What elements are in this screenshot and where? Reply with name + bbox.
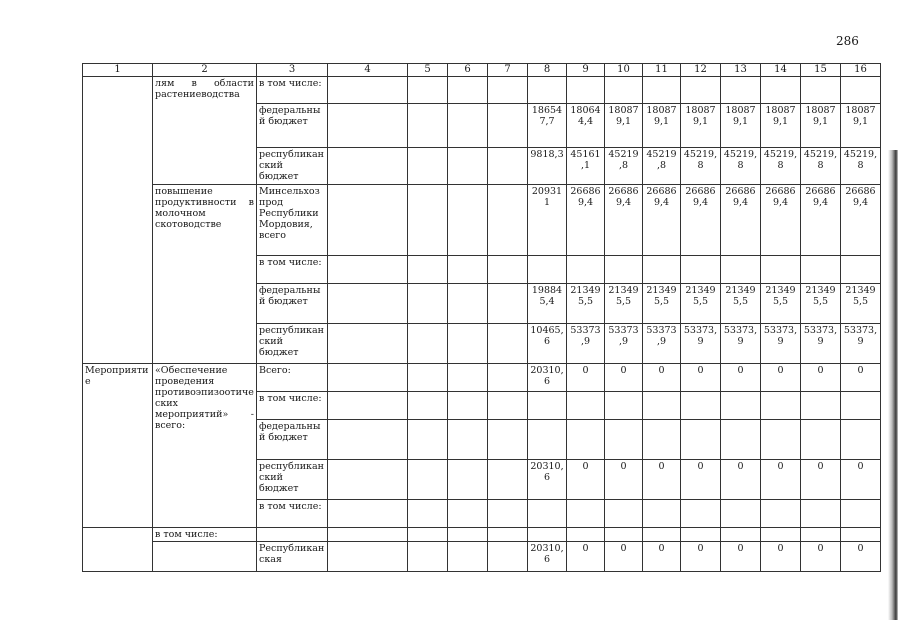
cell-value: 0 <box>721 542 761 572</box>
cell-value: 53373,9 <box>721 324 761 364</box>
cell-col3: Всего: <box>257 364 328 392</box>
cell-value <box>643 500 681 528</box>
cell-value: 53373,9 <box>605 324 643 364</box>
cell-value <box>605 528 643 542</box>
cell-empty <box>328 256 408 284</box>
cell-value: 20310,6 <box>528 460 567 500</box>
header-cell: 9 <box>567 64 605 77</box>
cell-value: 45219,8 <box>681 148 721 185</box>
cell-value: 53373,9 <box>761 324 801 364</box>
cell-empty <box>448 364 488 392</box>
header-cell: 15 <box>801 64 841 77</box>
cell-col3: федеральный бюджет <box>257 420 328 460</box>
cell-value: 266869,4 <box>801 185 841 256</box>
cell-value: 213495,5 <box>721 284 761 324</box>
cell-value: 20310,6 <box>528 364 567 392</box>
cell-value <box>721 392 761 420</box>
cell-col3: в том числе: <box>257 256 328 284</box>
cell-empty <box>488 364 528 392</box>
cell-empty <box>448 148 488 185</box>
cell-empty <box>328 148 408 185</box>
cell-col2: «Обеспечение проведения противоэпизоотических мероприятий» - всего: <box>153 364 257 528</box>
cell-value: 0 <box>721 460 761 500</box>
cell-value: 266869,4 <box>605 185 643 256</box>
cell-value <box>761 256 801 284</box>
header-cell: 4 <box>328 64 408 77</box>
cell-value <box>761 392 801 420</box>
cell-value <box>721 256 761 284</box>
cell-value <box>605 500 643 528</box>
cell-value: 0 <box>681 364 721 392</box>
cell-value: 0 <box>801 364 841 392</box>
cell-value: 0 <box>605 542 643 572</box>
cell-value: 10465,6 <box>528 324 567 364</box>
cell-empty <box>328 104 408 148</box>
cell-value: 45219,8 <box>605 148 643 185</box>
cell-value: 0 <box>643 364 681 392</box>
cell-empty <box>488 148 528 185</box>
cell-value <box>841 392 881 420</box>
cell-empty <box>408 460 448 500</box>
cell-value <box>841 256 881 284</box>
cell-value <box>605 392 643 420</box>
cell-value: 198845,4 <box>528 284 567 324</box>
cell-empty <box>408 392 448 420</box>
cell-empty <box>328 364 408 392</box>
cell-value: 266869,4 <box>567 185 605 256</box>
cell-value: 180879,1 <box>605 104 643 148</box>
cell-value <box>643 77 681 104</box>
cell-value: 45219,8 <box>721 148 761 185</box>
header-cell: 10 <box>605 64 643 77</box>
cell-empty <box>488 77 528 104</box>
cell-value: 213495,5 <box>643 284 681 324</box>
cell-value: 53373,9 <box>681 324 721 364</box>
cell-empty <box>448 77 488 104</box>
cell-value: 213495,5 <box>605 284 643 324</box>
cell-value: 0 <box>841 364 881 392</box>
cell-empty <box>328 284 408 324</box>
cell-value <box>761 500 801 528</box>
cell-empty <box>408 104 448 148</box>
cell-value: 0 <box>761 542 801 572</box>
cell-value <box>528 528 567 542</box>
cell-empty <box>488 528 528 542</box>
cell-empty <box>328 392 408 420</box>
cell-empty <box>448 324 488 364</box>
table-row <box>83 77 881 104</box>
cell-empty <box>408 500 448 528</box>
header-cell: 1 <box>83 64 153 77</box>
budget-table <box>82 63 881 572</box>
cell-empty <box>448 284 488 324</box>
cell-value <box>681 528 721 542</box>
cell-value: 0 <box>801 460 841 500</box>
cell-empty <box>488 500 528 528</box>
cell-value <box>801 77 841 104</box>
cell-value: 45219,8 <box>801 148 841 185</box>
cell-value: 53373,9 <box>567 324 605 364</box>
cell-col3: федеральный бюджет <box>257 104 328 148</box>
cell-empty <box>328 77 408 104</box>
page-number: 286 <box>836 34 859 48</box>
cell-empty <box>408 364 448 392</box>
cell-col1 <box>83 77 153 364</box>
cell-value <box>801 256 841 284</box>
cell-empty <box>408 284 448 324</box>
table-row <box>83 185 881 256</box>
cell-empty <box>448 460 488 500</box>
cell-value: 45161,1 <box>567 148 605 185</box>
table-row <box>83 542 881 572</box>
cell-value <box>528 77 567 104</box>
cell-value: 266869,4 <box>681 185 721 256</box>
cell-value <box>567 392 605 420</box>
cell-empty <box>328 542 408 572</box>
cell-value: 213495,5 <box>567 284 605 324</box>
header-cell: 12 <box>681 64 721 77</box>
cell-value <box>841 500 881 528</box>
cell-empty <box>488 185 528 256</box>
cell-value: 9818,3 <box>528 148 567 185</box>
cell-value <box>841 528 881 542</box>
cell-empty <box>328 528 408 542</box>
cell-value: 45219,8 <box>761 148 801 185</box>
cell-col2: повышение продуктивности в молочном скотоводстве <box>153 185 257 364</box>
header-cell: 5 <box>408 64 448 77</box>
cell-col2: в том числе: <box>153 528 257 542</box>
cell-value <box>681 500 721 528</box>
cell-col2 <box>153 542 257 572</box>
cell-empty <box>448 528 488 542</box>
cell-value <box>841 77 881 104</box>
table-header-row <box>83 64 881 77</box>
cell-value: 0 <box>567 542 605 572</box>
cell-empty <box>488 324 528 364</box>
header-cell: 16 <box>841 64 881 77</box>
cell-value <box>567 500 605 528</box>
cell-col3: федеральный бюджет <box>257 284 328 324</box>
cell-value <box>528 392 567 420</box>
cell-col3: республиканский бюджет <box>257 460 328 500</box>
cell-empty <box>408 185 448 256</box>
cell-value <box>528 256 567 284</box>
cell-col2: лям в области растениеводства <box>153 77 257 185</box>
cell-value <box>801 500 841 528</box>
cell-empty <box>448 500 488 528</box>
cell-value: 0 <box>681 460 721 500</box>
cell-value <box>605 77 643 104</box>
header-cell: 13 <box>721 64 761 77</box>
cell-value <box>761 528 801 542</box>
cell-value <box>643 528 681 542</box>
cell-value <box>605 420 643 460</box>
cell-col3 <box>257 528 328 542</box>
cell-value: 0 <box>761 364 801 392</box>
cell-empty <box>448 542 488 572</box>
cell-col3: республиканский бюджет <box>257 324 328 364</box>
cell-empty <box>488 256 528 284</box>
cell-value <box>567 77 605 104</box>
cell-value <box>681 77 721 104</box>
cell-value: 45219,8 <box>841 148 881 185</box>
cell-col3: в том числе: <box>257 77 328 104</box>
cell-empty <box>408 256 448 284</box>
cell-value: 0 <box>567 364 605 392</box>
cell-value: 0 <box>567 460 605 500</box>
cell-value <box>721 77 761 104</box>
cell-value <box>841 420 881 460</box>
cell-value <box>801 420 841 460</box>
cell-value <box>567 528 605 542</box>
cell-value: 45219,8 <box>643 148 681 185</box>
cell-value: 0 <box>841 460 881 500</box>
cell-empty <box>448 185 488 256</box>
cell-empty <box>408 420 448 460</box>
scan-edge-shadow <box>888 150 898 620</box>
cell-empty <box>488 460 528 500</box>
cell-col3: республиканский бюджет <box>257 148 328 185</box>
table-row <box>83 528 881 542</box>
cell-value: 180879,1 <box>643 104 681 148</box>
cell-value <box>643 256 681 284</box>
cell-value <box>761 420 801 460</box>
cell-empty <box>328 420 408 460</box>
cell-col3: в том числе: <box>257 392 328 420</box>
cell-value <box>761 77 801 104</box>
header-cell: 7 <box>488 64 528 77</box>
cell-empty <box>408 77 448 104</box>
cell-empty <box>408 148 448 185</box>
cell-value <box>721 528 761 542</box>
cell-empty <box>328 324 408 364</box>
cell-value <box>681 392 721 420</box>
cell-value <box>528 500 567 528</box>
cell-value: 213495,5 <box>761 284 801 324</box>
cell-col1 <box>83 528 153 572</box>
cell-value: 0 <box>643 542 681 572</box>
cell-col1: Мероприятие <box>83 364 153 528</box>
cell-empty <box>448 104 488 148</box>
cell-empty <box>408 528 448 542</box>
cell-value <box>801 528 841 542</box>
cell-empty <box>408 324 448 364</box>
cell-value <box>721 420 761 460</box>
cell-value: 53373,9 <box>841 324 881 364</box>
cell-value <box>643 420 681 460</box>
cell-value: 266869,4 <box>761 185 801 256</box>
header-cell: 11 <box>643 64 681 77</box>
cell-value: 180879,1 <box>721 104 761 148</box>
cell-value <box>681 420 721 460</box>
cell-value <box>528 420 567 460</box>
cell-empty <box>448 392 488 420</box>
cell-value: 266869,4 <box>841 185 881 256</box>
cell-value <box>721 500 761 528</box>
cell-empty <box>328 500 408 528</box>
cell-value: 213495,5 <box>801 284 841 324</box>
cell-empty <box>488 104 528 148</box>
table-row <box>83 364 881 392</box>
cell-value: 209311 <box>528 185 567 256</box>
cell-value: 53373,9 <box>643 324 681 364</box>
cell-value: 0 <box>681 542 721 572</box>
cell-value <box>643 392 681 420</box>
cell-value: 213495,5 <box>681 284 721 324</box>
cell-value <box>567 256 605 284</box>
cell-value: 0 <box>605 460 643 500</box>
cell-value: 180644,4 <box>567 104 605 148</box>
header-cell: 8 <box>528 64 567 77</box>
cell-value: 180879,1 <box>681 104 721 148</box>
cell-value <box>681 256 721 284</box>
cell-empty <box>408 542 448 572</box>
cell-value: 266869,4 <box>643 185 681 256</box>
cell-value: 266869,4 <box>721 185 761 256</box>
cell-value: 0 <box>841 542 881 572</box>
cell-value: 0 <box>721 364 761 392</box>
cell-value: 213495,5 <box>841 284 881 324</box>
cell-value: 20310,6 <box>528 542 567 572</box>
cell-value: 0 <box>605 364 643 392</box>
cell-value: 53373,9 <box>801 324 841 364</box>
header-cell: 3 <box>257 64 328 77</box>
cell-value: 0 <box>801 542 841 572</box>
header-cell: 2 <box>153 64 257 77</box>
cell-col3: в том числе: <box>257 500 328 528</box>
cell-empty <box>488 420 528 460</box>
cell-empty <box>488 542 528 572</box>
cell-value: 186547,7 <box>528 104 567 148</box>
cell-empty <box>328 460 408 500</box>
cell-value: 0 <box>643 460 681 500</box>
cell-col3: Минсельхозпрод Республики Мордовия, всего <box>257 185 328 256</box>
cell-value: 180879,1 <box>761 104 801 148</box>
header-cell: 14 <box>761 64 801 77</box>
cell-value: 180879,1 <box>841 104 881 148</box>
cell-col3: Республиканская <box>257 542 328 572</box>
cell-empty <box>448 256 488 284</box>
cell-empty <box>488 284 528 324</box>
cell-value: 180879,1 <box>801 104 841 148</box>
cell-value <box>801 392 841 420</box>
cell-empty <box>448 420 488 460</box>
cell-empty <box>328 185 408 256</box>
cell-value: 0 <box>761 460 801 500</box>
cell-empty <box>488 392 528 420</box>
header-cell: 6 <box>448 64 488 77</box>
cell-value <box>605 256 643 284</box>
cell-value <box>567 420 605 460</box>
